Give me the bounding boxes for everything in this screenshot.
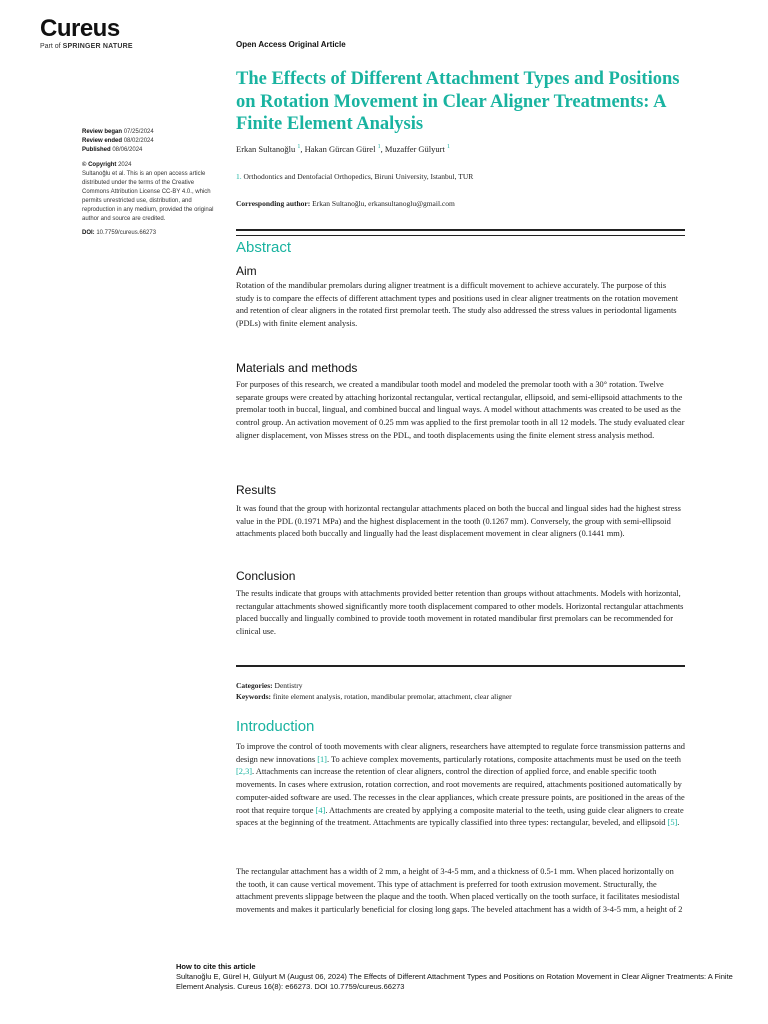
review-ended-label: Review ended <box>82 138 123 144</box>
conclusion-text: The results indicate that groups with attachments provided better retention than groups without attachments. Models with horizontal, rectangular attachments showed significantly more tooth displacement compared to other models. Horizontal rectangular attachments placed buccally and lingually combined to provide tooth movement in rotated mandibular first premolars can be recommended for clinical use. <box>236 589 684 637</box>
review-ended-date: 08/02/2024 <box>123 138 154 144</box>
introduction-heading: Introduction <box>236 718 315 735</box>
logo-sub-brand: SPRINGER NATURE <box>62 43 133 50</box>
results-heading: Results <box>236 483 277 497</box>
intro-text: . <box>677 818 680 828</box>
citation-link[interactable]: [5] <box>667 818 678 828</box>
intro-text: . Attachments are created by applying a composite material to the teeth, using guide clear aligners to create spaces at the beginning of the treatment. Attachments are typically classified into three types: rectangular, beveled, and ellipsoid <box>236 805 684 828</box>
logo-subtitle <box>40 43 133 50</box>
published-label: Published <box>82 147 111 153</box>
copyright <box>82 161 220 170</box>
author-name[interactable]: Muzaffer Gülyurt <box>384 144 445 154</box>
methods-heading: Materials and methods <box>236 361 358 375</box>
review-began <box>82 128 220 137</box>
introduction-paragraph-1 <box>236 741 685 830</box>
copyright-label: © Copyright <box>82 162 117 168</box>
intro-text: To improve the control of tooth movements with clear aligners, researchers have attempted to regulate force transmission patterns and design new innovations <box>236 742 685 764</box>
footer-title: How to cite this article <box>176 962 256 971</box>
keywords <box>236 692 512 703</box>
citation-footer <box>176 962 736 992</box>
methods-text: For purposes of this research, we created a mandibular tooth model and modeled the premolar tooth with a 30° rotation. Twelve separate groups were created by attaching horizontal rectangular, vertical rectangular, ellipsoid, and semi-ellipsoid attachments to the premolar tooth in buccal, lingual, and combined buccal and lingual ways. A model without attachments was created to be used as the control group. An activation movement of 0.25 mm was applied to the first premolar tooth in all 12 models. The study evaluated clear aligner displacement, von Misses stress on the PDL, and tooth displacements using the finite element stress analysis method. <box>236 380 685 440</box>
aim-text: Rotation of the mandibular premolars during aligner treatment is a difficult movement to achieve accurately. The purpose of this study is to compare the effects of different attachment types and positions used in clear aligner treatments on the rotation movement and retention of clear aligners in the rotated first premolar teeth. The study also addressed the stress values in periodontal ligaments (PDLs) with finite element analysis. <box>236 281 679 329</box>
article-title: The Effects of Different Attachment Types and Positions on Rotation Movement in Clear Aligner Treatments: A Finite Element Analysis <box>236 69 680 134</box>
logo-wordmark: Cureus <box>40 15 120 42</box>
introduction-paragraph-2: The rectangular attachment has a width of 2 mm, a height of 3-4-5 mm, and a thickness of 0.5-1 mm. When placed horizontally on the tooth, it can cause vertical movement. This type of attachment is preferred for tooth extrusion movement. Structurally, the attachment prevents slippage between the plaque and the tooth. When placed vertically on the tooth surface, it facilitates mesiodistal movements and makes it particularly beneficial for closing long gaps. The beveled attachment has a width of 3-4-5 mm, a height of 2 <box>236 867 683 915</box>
doi-link[interactable]: 10.7759/cureus.66273 <box>96 230 157 236</box>
citation-link[interactable]: [2,3] <box>236 767 253 777</box>
abstract-heading: Abstract <box>236 239 292 256</box>
article-type: Open Access Original Article <box>236 40 346 49</box>
affiliation-text: Orthodontics and Dentofacial Orthopedics, Biruni University, Istanbul, TUR <box>243 172 474 181</box>
author-affiliation-ref[interactable]: 1 <box>297 144 301 151</box>
aim-heading: Aim <box>236 264 257 278</box>
categories-value[interactable]: Dentistry <box>274 681 303 690</box>
corresponding-author <box>236 199 455 208</box>
intro-text: . Attachments can increase the retention of clear aligners, control the direction of applied force, and enable specific tooth movements. In cases where extrusion, rotation correction, and root movements are required, attachments positioned automatically by computer-aided software are used. The recesses in the clear appliances, which create pressure points, are positioned in the areas of the root that require torque <box>236 767 685 815</box>
corresponding-text: Erkan Sultanoğlu, erkansultanoglu@gmail.com <box>312 199 455 208</box>
footer-citation: Sultanoğlu E, Gürel H, Gülyurt M (August 06, 2024) The Effects of Different Attachment Types and Positions on Rotation Movement in Clear Aligner Treatments: A Finite Element Analysis. Cureus 16(8): e66273. DOI 10.7759/cureus.66273 <box>176 972 733 991</box>
author-list: Erkan Sultanoğlu $^1$, Hakan Gürcan Gürel $^1$, Muzaffer Gülyurt $^1$ <box>236 144 450 154</box>
published <box>82 146 220 155</box>
citation-link[interactable]: [4] <box>315 805 326 815</box>
doi-label: DOI: <box>82 230 95 236</box>
review-began-date: 07/25/2024 <box>123 129 154 135</box>
categories-label: Categories: <box>236 681 273 690</box>
intro-text: . To achieve complex movements, particularly rotations, composite attachments must be used on the teeth <box>326 754 681 764</box>
review-ended <box>82 137 220 146</box>
citation-link[interactable]: [1] <box>317 754 327 764</box>
keywords-value: finite element analysis, rotation, mandibular premolar, attachment, clear aligner <box>272 692 512 701</box>
author-name[interactable]: Erkan Sultanoğlu <box>236 144 296 154</box>
section-divider <box>236 229 685 236</box>
corresponding-label: Corresponding author: <box>236 199 311 208</box>
affiliation-number: 1. <box>236 172 242 181</box>
categories <box>236 681 302 692</box>
section-divider <box>236 665 685 667</box>
cureus-logo[interactable] <box>40 16 133 50</box>
review-began-label: Review began <box>82 129 123 135</box>
review-dates <box>82 128 220 155</box>
article-sidebar <box>82 128 220 238</box>
author-affiliation-ref[interactable]: 1 <box>377 144 381 151</box>
results-text: It was found that the group with horizontal rectangular attachments placed on both the buccal and lingual sides had the highest stress value in the PDL (0.1971 MPa) and the highest displacement in the tooth (0.1267 mm). Conversely, the group with semi-ellipsoid attachments placed both buccally and lingually had the least displacement movement in clear aligners (0.1441 mm). <box>236 504 681 539</box>
conclusion-heading: Conclusion <box>236 569 296 583</box>
keywords-label: Keywords: <box>236 692 271 701</box>
published-date: 08/06/2024 <box>112 147 143 153</box>
logo-sub-prefix: Part of <box>40 43 61 50</box>
author-affiliation-ref[interactable]: 1 <box>446 144 450 151</box>
author-name[interactable]: Hakan Gürcan Gürel <box>304 144 376 154</box>
copyright-year: 2024 <box>118 162 132 168</box>
affiliation <box>236 172 473 181</box>
doi <box>82 229 220 238</box>
license-text: Sultanoğlu et al. This is an open access article distributed under the terms of the Creative Commons Attribution License CC-BY 4.0., which permits unrestricted use, distribution, and reproduction in any medium, provided the original author and source are credited. <box>82 171 214 222</box>
